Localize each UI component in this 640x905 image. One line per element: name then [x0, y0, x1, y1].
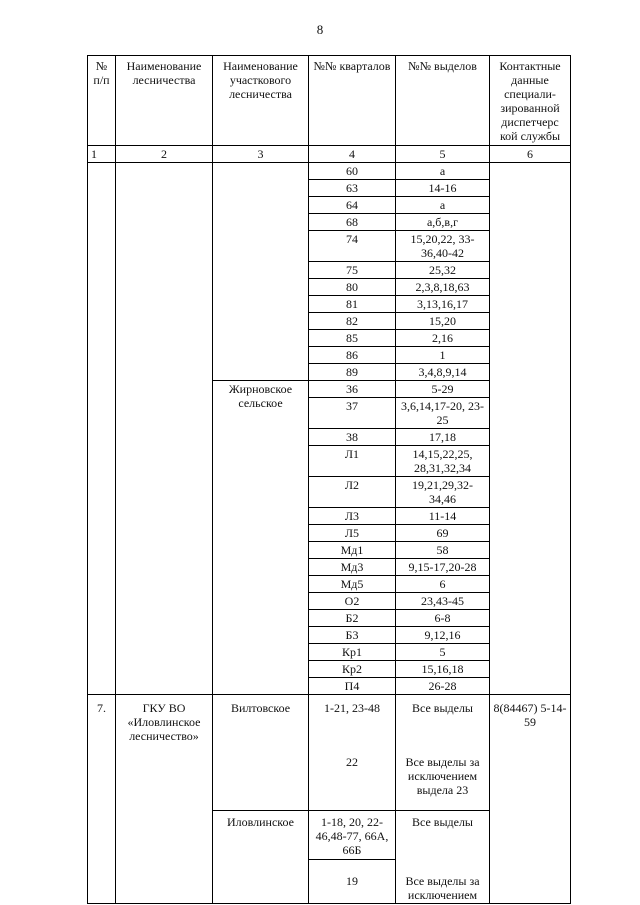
quarter-cell: Мд1	[309, 542, 396, 559]
district-forestry-name: Иловлинское	[213, 811, 309, 904]
plot-cell: 15,20,22, 33-36,40-42	[396, 231, 490, 262]
quarter-cell: 38	[309, 429, 396, 446]
empty-cell	[116, 163, 213, 695]
quarter-cell: 81	[309, 296, 396, 313]
plot-value: Все выделы	[411, 701, 473, 715]
column-number: 1	[88, 146, 116, 163]
plot-cell: а	[396, 197, 490, 214]
header-quarters: №№ кварталов	[309, 56, 396, 146]
plot-cell: 3,6,14,17-20, 23-25	[396, 398, 490, 429]
plot-cell: 6-8	[396, 610, 490, 627]
header-number: № п/п	[88, 56, 116, 146]
plot-cell: 14,15,22,25, 28,31,32,34	[396, 446, 490, 477]
row-number: 7.	[88, 695, 116, 904]
quarter-cell: 68	[309, 214, 396, 231]
contact-cell: 8(84467) 5-14-59	[490, 695, 571, 904]
quarter-cell: Мд3	[309, 559, 396, 576]
quarter-cell: Мд5	[309, 576, 396, 593]
plot-cell: 6	[396, 576, 490, 593]
quarter-cell	[309, 695, 396, 811]
column-number: 5	[396, 146, 490, 163]
page-number: 8	[316, 22, 324, 37]
header-forestry: Наименование лесничества	[116, 56, 213, 146]
quarter-cell: 60	[309, 163, 396, 180]
quarter-cell: 89	[309, 364, 396, 381]
plot-value: Все выделы	[411, 815, 473, 829]
plot-cell: 15,16,18	[396, 661, 490, 678]
quarter-cell	[309, 811, 396, 904]
plot-cell: а	[396, 163, 490, 180]
quarter-cell: Л2	[309, 477, 396, 508]
plot-cell: 2,3,8,18,63	[396, 279, 490, 296]
quarter-value: 19	[346, 874, 358, 888]
quarter-value: 1-21, 23-48	[324, 701, 380, 715]
quarter-cell: Кр2	[309, 661, 396, 678]
quarter-cell: Л5	[309, 525, 396, 542]
quarter-cell: 36	[309, 381, 396, 398]
quarter-cell: 85	[309, 330, 396, 347]
column-number: 2	[116, 146, 213, 163]
plot-cell: 11-14	[396, 508, 490, 525]
column-number-row	[88, 146, 571, 163]
plot-cell: а,б,в,г	[396, 214, 490, 231]
plot-cell: 15,20	[396, 313, 490, 330]
plot-cell	[396, 695, 490, 811]
plot-cell: 3,13,16,17	[396, 296, 490, 313]
header-contacts: Контактные данные специали- зированной диспетчерс кой службы	[490, 56, 571, 146]
quarter-cell: Б2	[309, 610, 396, 627]
plot-cell: 2,16	[396, 330, 490, 347]
empty-cell	[490, 163, 571, 695]
district-forestry-name: Жирновское сельское	[213, 381, 309, 695]
header-district-forestry: Наименование участкового лесничества	[213, 56, 309, 146]
quarter-cell: Л1	[309, 446, 396, 477]
table-row	[88, 695, 571, 811]
plot-cell: 58	[396, 542, 490, 559]
plot-cell: 25,32	[396, 262, 490, 279]
plot-cell: 23,43-45	[396, 593, 490, 610]
column-number: 3	[213, 146, 309, 163]
quarter-value: 1-18, 20, 22-46,48-77, 66А, 66Б	[309, 815, 395, 860]
plot-cell: 1	[396, 347, 490, 364]
plot-cell: 17,18	[396, 429, 490, 446]
quarter-cell: О2	[309, 593, 396, 610]
forestry-table	[87, 55, 571, 904]
column-number: 4	[309, 146, 396, 163]
plot-cell: 9,12,16	[396, 627, 490, 644]
plot-cell: 5	[396, 644, 490, 661]
plot-cell	[396, 811, 490, 904]
quarter-cell: 64	[309, 197, 396, 214]
empty-cell	[213, 163, 309, 381]
plot-cell: 14-16	[396, 180, 490, 197]
header-plots: №№ выделов	[396, 56, 490, 146]
table-header-row	[88, 56, 571, 146]
quarter-cell: 80	[309, 279, 396, 296]
plot-value: Все выделы за исключением выдела 23	[405, 755, 480, 797]
empty-cell	[88, 163, 116, 695]
quarter-cell: 37	[309, 398, 396, 429]
district-forestry-name: Вилтовское	[213, 695, 309, 811]
plot-cell: 9,15-17,20-28	[396, 559, 490, 576]
plot-value: Все выделы за исключением	[405, 874, 480, 902]
quarter-cell: Б3	[309, 627, 396, 644]
quarter-cell: Л3	[309, 508, 396, 525]
plot-cell: 69	[396, 525, 490, 542]
quarter-cell: 74	[309, 231, 396, 262]
forestry-name: ГКУ ВО «Иловлинское лесничество»	[116, 695, 213, 904]
column-number: 6	[490, 146, 571, 163]
plot-cell: 19,21,29,32- 34,46	[396, 477, 490, 508]
quarter-cell: П4	[309, 678, 396, 695]
quarter-cell: Кр1	[309, 644, 396, 661]
quarter-value: 22	[346, 755, 358, 769]
plot-cell: 3,4,8,9,14	[396, 364, 490, 381]
plot-cell: 5-29	[396, 381, 490, 398]
table-row	[88, 163, 571, 180]
quarter-cell: 82	[309, 313, 396, 330]
quarter-cell: 86	[309, 347, 396, 364]
plot-cell: 26-28	[396, 678, 490, 695]
quarter-cell: 63	[309, 180, 396, 197]
quarter-cell: 75	[309, 262, 396, 279]
